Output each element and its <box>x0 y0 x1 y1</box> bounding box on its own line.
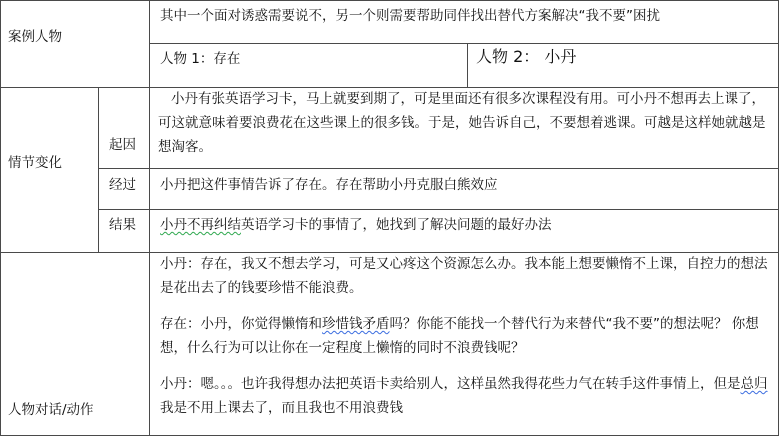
dialog-3 <box>160 372 772 420</box>
border-person-split <box>467 43 468 87</box>
border-sublabel-col <box>98 87 99 252</box>
dialog-1: 小丹：存在，我又不想去学习，可是又心疼这个资源怎么办。我本能上想要懒惰不上课，自控力的想法是花出去了的钱要珍惜不能浪费。 <box>160 256 768 296</box>
dialog-3-part-c: 我是不用上课去了，而且我也不用浪费钱 <box>160 400 403 416</box>
dialog-2 <box>160 312 772 360</box>
result-text-underlined: 小丹不再纠结 <box>160 217 241 233</box>
border-header-col <box>149 0 150 436</box>
dialog-2-part-a: 存在：小丹，你觉得懒惰和 <box>160 316 322 332</box>
case-person-header: 案例人物 <box>8 29 62 45</box>
start-text: 小丹有张英语学习卡，马上就要到期了，可是里面还有很多次课程没有用。可小丹不想再去上课了，可这就意味着要浪费花在这些课上的很多钱。于是，她告诉自己，不要想着逃课。可越是这样她就越是想淘客。 <box>158 91 766 155</box>
border-row1-inner <box>149 43 779 44</box>
person1-label: 人物 1：存在 <box>160 51 241 67</box>
scenario-text: 其中一个面对诱惑需要说不，另一个则需要帮助同伴找出替代方案解决“我不要”困扰 <box>160 8 660 24</box>
dialog-3-underlined: 总归 <box>740 376 768 392</box>
border-top <box>0 0 779 1</box>
result-text <box>160 217 552 233</box>
process-label: 经过 <box>109 177 136 193</box>
result-label: 结果 <box>109 217 136 233</box>
process-text: 小丹把这件事情告诉了存在。存在帮助小丹克服白熊效应 <box>160 177 498 193</box>
result-text-rest: 英语学习卡的事情了，她找到了解决问题的最好办法 <box>241 217 552 233</box>
dialog-action-header: 人物对话/动作 <box>8 402 94 418</box>
person2-label: 人物 2： 小丹 <box>476 47 577 66</box>
border-left <box>0 0 1 436</box>
dialog-2-part-c: 吗？你能不能找一个替代行为来替代“我不要”的想法呢？ 你想想，什么行为可以让你在一定程度上懒惰的同时不浪费钱呢？ <box>160 316 759 356</box>
dialog-2-underlined: 珍惜钱矛盾 <box>322 316 390 332</box>
dialog-3-part-a: 小丹：嗯。。。也许我得想办法把英语卡卖给别人，这样虽然我得花些力气在转手这件事情上，但是 <box>160 376 741 392</box>
start-label: 起因 <box>109 137 136 153</box>
border-process-bottom <box>98 209 779 210</box>
plot-change-header: 情节变化 <box>8 155 62 171</box>
border-start-bottom <box>98 168 779 169</box>
